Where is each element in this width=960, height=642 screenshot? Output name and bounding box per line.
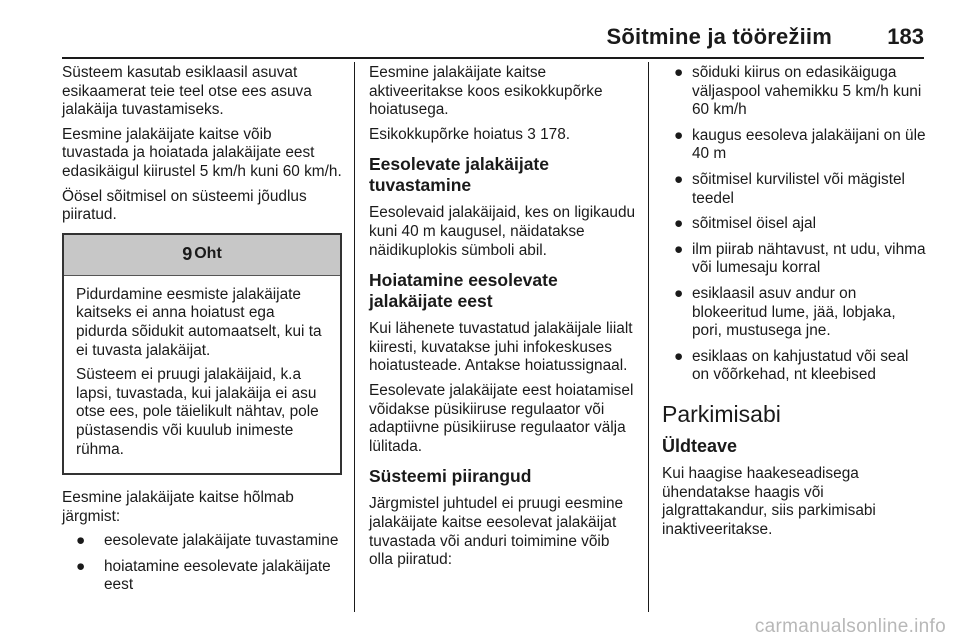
- bullet-icon: ●: [674, 215, 684, 233]
- chapter-title: Sõitmine ja töörežiim: [606, 24, 832, 49]
- bullet-icon: ●: [674, 64, 684, 81]
- column-divider-1: [354, 62, 355, 612]
- section-heading: Eesolevate jalakäijate tuvastamine: [369, 154, 549, 196]
- bullet-list: [62, 532, 342, 595]
- column-1: [62, 64, 342, 602]
- paragraph: Kui haagise haakeseadisega ühendatakse haagis või jalgrattakandur, siis parkimisabi inaktiveeritakse.: [662, 464, 876, 538]
- reference-icon: 3: [527, 125, 536, 143]
- column-2: [369, 64, 637, 576]
- list-item: ● esiklaasil asuv andur on blokeeritud lume, jää, lobjaka, pori, mustusega jne.: [674, 284, 896, 340]
- list-item: ● eesolevate jalakäijate tuvastamine: [76, 532, 339, 550]
- bullet-icon: ●: [674, 347, 684, 365]
- paragraph: Kui lähenete tuvastatud jalakäijale liialt kiiresti, kuvatakse juhi infokeskuses hoiatusteade. Antakse hoiatussignaal.: [369, 320, 633, 375]
- paragraph: Esikokkupõrke hoiatus 3 178.: [369, 125, 571, 143]
- warning-paragraph: Pidurdamine eesmiste jalakäijate kaitseks ei anna hoiatust ega pidurda sõidukit automaatselt, kui ta ei tuvasta jalakäijat.: [76, 285, 322, 359]
- bullet-list: [662, 64, 927, 385]
- list-item: ● ilm piirab nähtavust, nt udu, vihma või lumesaju korral: [674, 240, 926, 277]
- paragraph: Öösel sõitmisel on süsteemi jõudlus piiratud.: [62, 187, 307, 224]
- warning-paragraph: Süsteem ei pruugi jalakäijaid, k.a lapsi, tuvastada, kui jalakäija ei asu otse ees, pole täielikult nähtav, pole püstasendis või kuulub inimeste rühma.: [76, 366, 319, 458]
- bullet-icon: ●: [674, 284, 684, 302]
- paragraph: Järgmistel juhtudel ei pruugi eesmine jalakäijate kaitse eesolevat jalakäijat tuvastada või anduri toimimine võib olla piiratud:: [369, 495, 624, 569]
- paragraph: Eesmine jalakäijate kaitse võib tuvastada ja hoiatada jalakäijate eest edasikäigul kiirustel 5 km/h kuni 60 km/h.: [62, 125, 342, 180]
- warning-header: [64, 235, 340, 276]
- page-header: [62, 24, 924, 58]
- subsection-heading: Üldteave: [662, 435, 738, 456]
- paragraph: Eesmine jalakäijate kaitse hõlmab järgmist:: [62, 489, 294, 525]
- page-number: 183: [887, 24, 924, 49]
- bullet-icon: ●: [76, 532, 86, 550]
- column-3: [662, 64, 927, 545]
- warning-title: Oht: [194, 245, 222, 263]
- paragraph: Eesmine jalakäijate kaitse aktiveeritakse koos esikokkupõrke hoiatusega.: [369, 64, 603, 119]
- list-item: ● esiklaas on kahjustatud või seal on võõrkehad, nt kleebised: [674, 347, 909, 384]
- section-heading: Hoiatamine eesolevate jalakäijate eest: [369, 270, 558, 312]
- bullet-icon: ●: [674, 170, 684, 188]
- bullet-icon: ●: [76, 557, 86, 575]
- list-item: ● kaugus eesoleva jalakäijani on üle 40 m: [674, 126, 926, 163]
- list-item: ● sõiduki kiirus on edasikäiguga väljaspool vahemikku 5 km/h kuni 60 km/h: [674, 64, 922, 119]
- list-item: ● hoiatamine eesolevate jalakäijate eest: [76, 557, 331, 594]
- warning-body: [64, 276, 340, 473]
- watermark: carmanualsonline.info: [754, 616, 946, 637]
- warning-box: [62, 233, 342, 475]
- chapter-heading: Parkimisabi: [662, 400, 781, 427]
- warning-icon: 9: [182, 244, 193, 265]
- paragraph: Eesolevate jalakäijate eest hoiatamisel võidakse püsikiiruse regulaator või adaptiivne püsikiiruse regulaator välja lülitada.: [369, 381, 634, 455]
- header-rule: [62, 57, 924, 59]
- paragraph: Eesolevaid jalakäijaid, kes on ligikaudu kuni 40 m kaugusel, näidatakse näidikuplokis sümboli abil.: [369, 204, 636, 259]
- list-item: ● sõitmisel kurvilistel või mägistel teedel: [674, 170, 905, 207]
- column-divider-2: [648, 62, 649, 612]
- bullet-icon: ●: [674, 126, 684, 144]
- bullet-icon: ●: [674, 240, 684, 258]
- paragraph: Süsteem kasutab esiklaasil asuvat esikaamerat teie teel otse ees asuva jalakäija tuvastamiseks.: [62, 64, 312, 119]
- section-heading: Süsteemi piirangud: [369, 466, 532, 487]
- list-item: ● sõitmisel öisel ajal: [674, 215, 817, 233]
